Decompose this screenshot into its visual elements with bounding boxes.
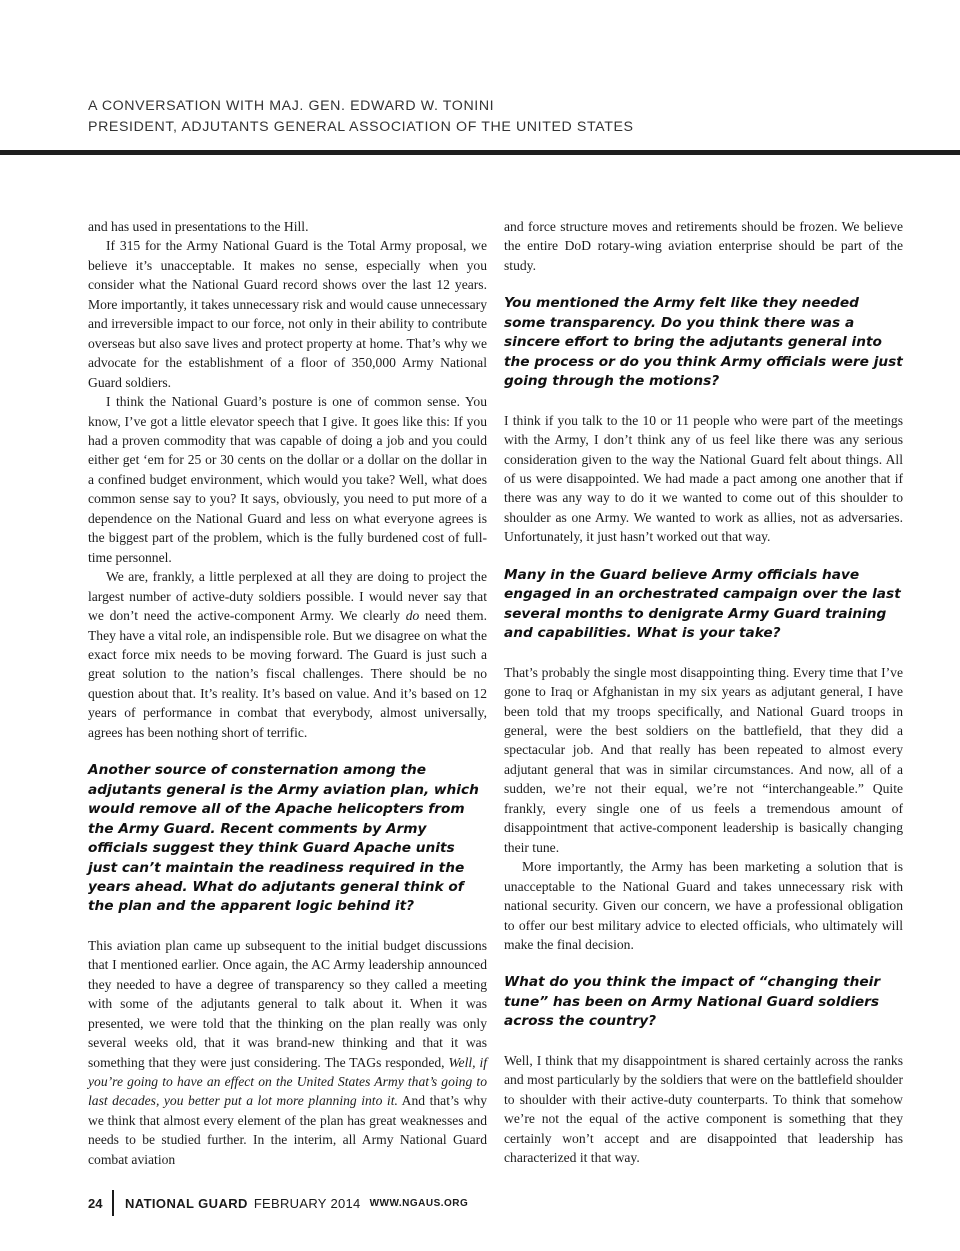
paragraph: We are, frankly, a little perplexed at all they are doing to project the largest number of active-duty soldiers possible. I would never say that we don’t need the active-component Army. We clearly do need them. They have a vital role, an indispensible role. But we disagree on what the exact force mix needs to be moving forward. The Guard is just such a great solution to the nation’s fiscal challenges. There should be no question about that. It’s reality. It’s based on value. And it’s based on 12 years of performance in combat that everybody, almost universally, agrees has been nothing short of terrific. bbox=[88, 569, 488, 740]
paragraph: That’s probably the single most disappointing thing. Every time that I’ve gone to Iraq or Afghanistan in my six years as adjutant general, I have been told that my troops specifically, and National Guard troops in general, were the best soldiers on the battlefield, that they did a spectacular job. And that really has been repeated to almost every adjutant general that was in similar circumstances. And now, all of a sudden, we’re not their equal, we’re not “interchangeable.” Quite frankly, every single one of us feels a tremendous amount of disappointment that active-component leadership is basically changing their tune. bbox=[504, 664, 903, 855]
left-column bbox=[88, 217, 487, 1169]
header-title: A CONVERSATION WITH MAJ. GEN. EDWARD W. TONINI bbox=[88, 98, 495, 114]
issue-date: FEBRUARY 2014 bbox=[253, 1195, 361, 1211]
paragraph: I think the National Guard’s posture is one of common sense. You know, I’ve got a little elevator speech that I give. It goes like this: If you had a proven commodity that was capable of doing a job and you could either get ‘em for 25 or 30 cents on the dollar or a dollar on the dollar in a confined budget environment, which would you take? Well, what does common sense say to you? It says, obviously, you need to put more of a dependence on the National Guard and less on what everyone agrees is the biggest part of the problem, which is the fully burdened cost of full-time personnel. bbox=[88, 394, 487, 565]
header-subtitle: PRESIDENT, ADJUTANTS GENERAL ASSOCIATION OF THE UNITED STATES bbox=[88, 119, 634, 135]
interview-question: Many in the Guard believe Army officials have engaged in an orchestrated campaign over the last several months to denigrate Army Guard training and capabilities. What is your take? bbox=[504, 566, 901, 642]
paragraph: Well, I think that my disappointment is shared certainly across the ranks and most particularly by the soldiers that were on the battlefield shoulder to shoulder with their active-duty counterparts. To think that somehow we’re not the equal of the active component is something that they certainly won’t accept and are disappointed that leadership has characterized it that way. bbox=[504, 1052, 903, 1166]
paragraph: and has used in presentations to the Hill. bbox=[88, 219, 309, 234]
footer-divider bbox=[112, 1190, 114, 1216]
interview-question: You mentioned the Army felt like they needed some transparency. Do you think there was a sincere effort to bring the adjutants general into the process or do you think Army officials were just going through the motions? bbox=[504, 295, 903, 390]
running-header bbox=[88, 96, 908, 138]
paragraph: This aviation plan came up subsequent to the initial budget discussions that I mentioned earlier. Once again, the AC Army leadership announced they needed to have a degree of transparency so they called a meeting with some of the adjutants general to talk about it. When it was presented, we were told that the thinking on the plan really was only several weeks old, that it was brand-new thinking and that it was something that they were just considering. The TAGs responded, Well, if you’re going to have an effect on the United States Army that’s going to last decades, you better put a lot more planning into it. And that’s why we think that almost every element of the plan has great weaknesses and needs to be studied further. In the interim, all Army National Guard combat aviation bbox=[88, 937, 488, 1167]
paragraph: If 315 for the Army National Guard is the Total Army proposal, we believe it’s unacceptable. It makes no sense, especially when you consider what the National Guard record shows over the last 12 years. More importantly, it takes unnecessary risk and would cause unnecessary and irreversible impact to our force, not only in their ability to contribute overseas but also save lives and protect property at home. That’s why we advocate for the establishment of a floor of 350,000 Army National Guard soldiers. bbox=[88, 238, 487, 390]
right-column bbox=[504, 217, 903, 1167]
magazine-name: NATIONAL GUARD bbox=[124, 1195, 248, 1211]
interview-question: Another source of consternation among the adjutants general is the Army aviation plan, which would remove all of the Apache helicopters from the Army Guard. Recent comments by Army officials suggest they think Guard Apache units just can’t maintain the readiness required in the years ahead. What do adjutants general think of the plan and the apparent logic behind it? bbox=[88, 762, 479, 915]
interview-question: What do you think the impact of “changing their tune” has been on Army National Guard soldiers across the country? bbox=[504, 974, 881, 1030]
paragraph: More importantly, the Army has been marketing a solution that is unacceptable to the National Guard and takes unnecessary risk with national security. Given our concern, we have a professional obligation to offer our best military advice to elected officials, who ultimately will make the final decision. bbox=[504, 859, 903, 952]
page-footer bbox=[88, 1190, 468, 1216]
header-rule bbox=[0, 150, 960, 155]
page-number: 24 bbox=[88, 1195, 103, 1211]
paragraph: I think if you talk to the 10 or 11 people who were part of the meetings with the Army, I don’t think any of us feel like there was any serious consideration given to the way the National Guard felt about things. All of us were disappointed. We had made a pact among one another that if there was any way to do it we wanted to come out of this shoulder to shoulder as one Army. We wanted to work as allies, not as adversaries. Unfortunately, it just hasn’t worked out that way. bbox=[504, 412, 903, 545]
website-url: WWW.NGAUS.ORG bbox=[369, 1197, 469, 1209]
paragraph: and force structure moves and retirements should be frozen. We believe the entire DoD rotary-wing aviation enterprise should be part of the study. bbox=[504, 219, 903, 273]
